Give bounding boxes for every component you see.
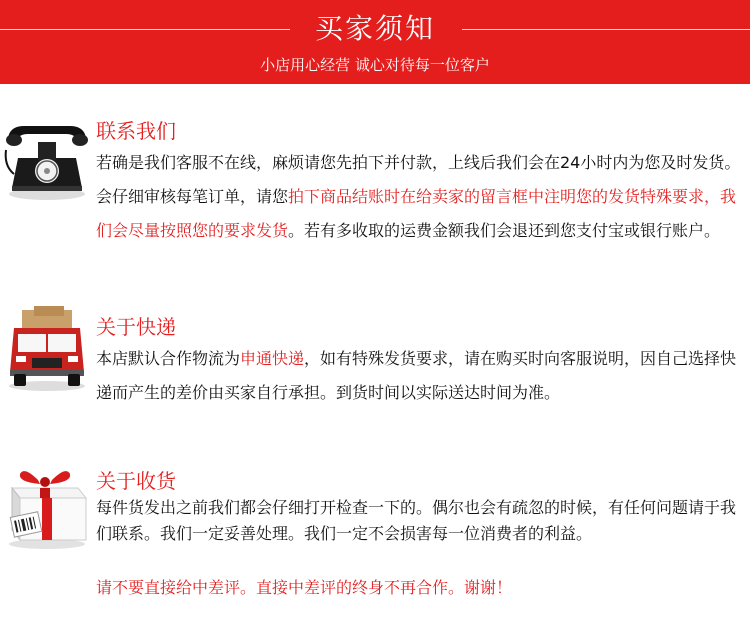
delivery-text-highlight: 申通快递 (240, 349, 305, 368)
no-negative-review-warning: 请不要直接给中差评。直接中差评的终身不再合作。谢谢！ (96, 578, 513, 597)
contact-text-part-a: 若确是我们客服不在线，麻烦请您先拍下并付款，上线后我们会在24小时内为您及时发货。会仔细审核每笔订单，请您 (96, 153, 741, 206)
contact-text-highlight: 拍下商品结账时在给卖家的留言框中注明您的发货特殊要求，我们会尽量按照您的要求发货 (96, 187, 737, 240)
section-text-receipt: 每件货发出之前我们都会仔细打开检查一下的。偶尔也会有疏忽的时候，有任何问题请于我们联系。我们一定妥善处理。我们一定不会损害每一位消费者的利益。 (96, 498, 737, 543)
telephone-icon (4, 116, 90, 202)
page-title: 买家须知 (314, 12, 435, 45)
delivery-truck-icon (4, 306, 90, 392)
section-heading-receipt: 关于收货 (96, 469, 176, 493)
section-text-delivery (96, 342, 744, 410)
contact-text-part-b: 。若有多收取的运费金额我们会退还到您支付宝或银行账户。 (288, 221, 721, 240)
header-banner (0, 0, 750, 84)
delivery-text-part-a: 本店默认合作物流为 (96, 349, 241, 368)
page-subtitle: 小店用心经营 诚心对待每一位客户 (260, 56, 490, 74)
section-contact (0, 112, 750, 282)
section-heading-delivery: 关于快递 (96, 315, 176, 339)
gift-box-icon (4, 464, 90, 550)
section-delivery (0, 306, 750, 446)
section-text-contact (96, 146, 744, 248)
delivery-text-part-b: ，如有特殊发货要求，请在购买时向客服说明，因自己选择快递而产生的差价由买家自行承担。到货时间以实际送达时间为准。 (96, 349, 737, 402)
section-receipt (0, 464, 750, 614)
section-heading-contact: 联系我们 (96, 119, 176, 143)
